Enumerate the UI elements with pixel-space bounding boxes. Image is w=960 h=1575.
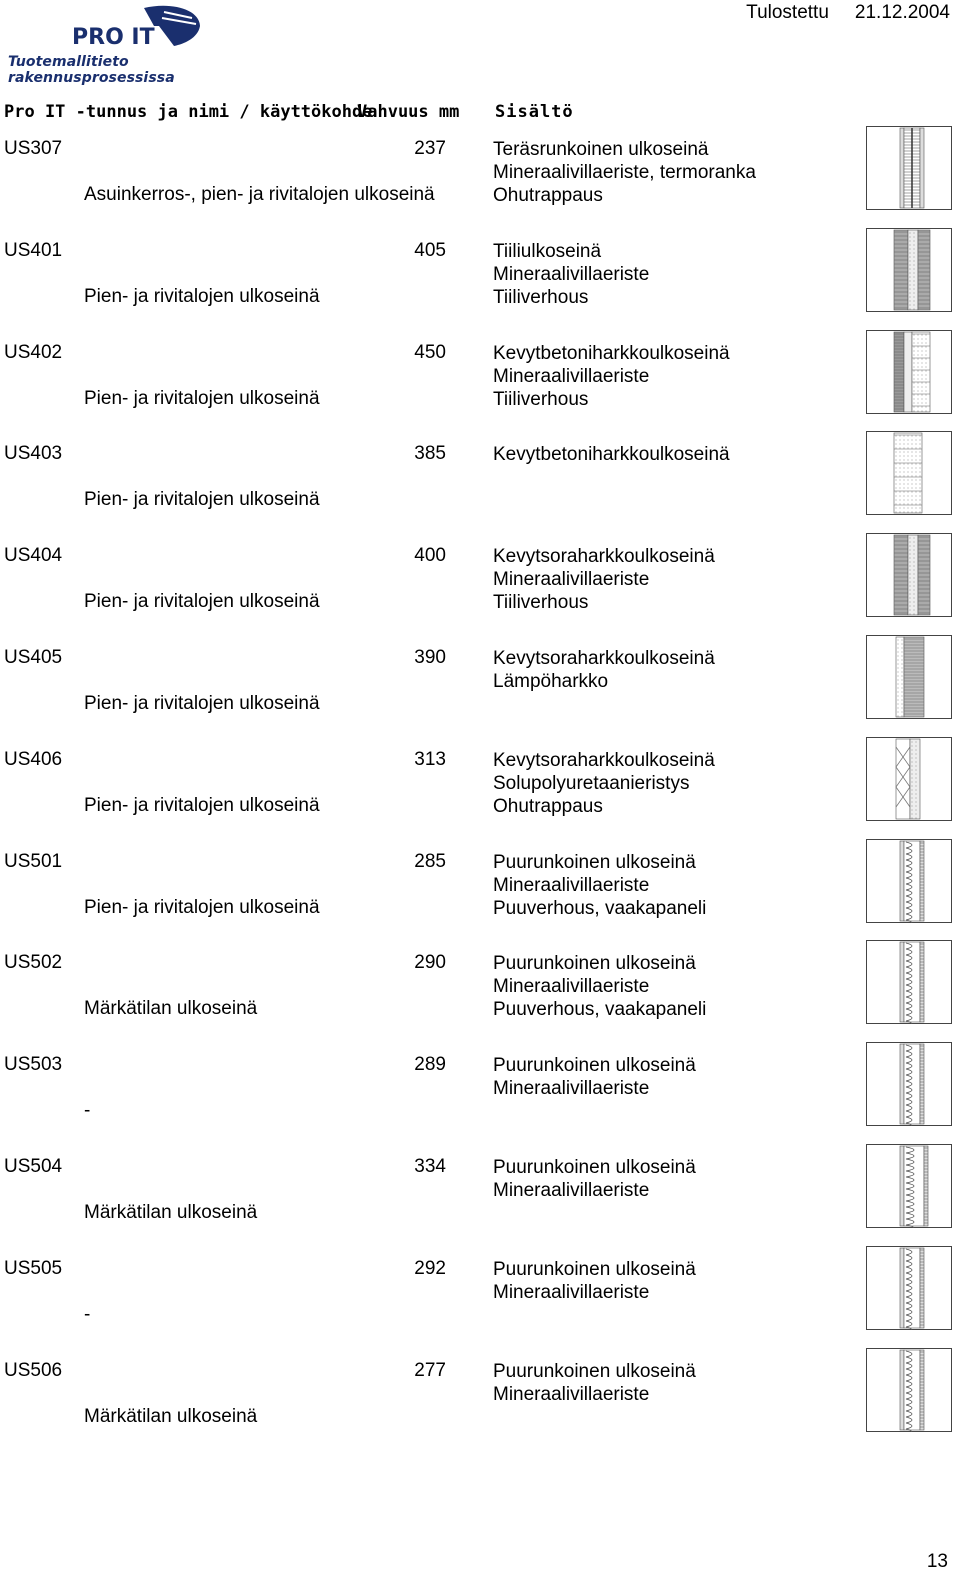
logo-mark-icon [4, 4, 284, 56]
wall-section-drawing [866, 635, 952, 719]
row-usage: Pien- ja rivitalojen ulkoseinä [84, 794, 320, 816]
row-usage: Pien- ja rivitalojen ulkoseinä [84, 693, 320, 714]
content-line: Tiiliulkoseinä [493, 240, 602, 262]
content-line: Puurunkoinen ulkoseinä [493, 1258, 696, 1280]
content-line: Kevytsoraharkkoulkoseinä [493, 749, 715, 771]
content-line: Mineraalivillaeriste [493, 976, 650, 998]
row-contents [493, 749, 715, 818]
content-line: Mineraalivillaeriste, termoranka [493, 162, 756, 183]
row-thickness: 390 [414, 647, 446, 668]
row-code: US403 [4, 443, 63, 465]
row-contents [493, 1360, 696, 1406]
row-thickness: 450 [414, 341, 446, 363]
table-row [0, 647, 960, 749]
content-line: Mineraalivillaeriste [493, 569, 650, 591]
row-contents [493, 1258, 696, 1304]
row-contents [493, 240, 649, 309]
row-usage: Märkätilan ulkoseinä [84, 1202, 258, 1223]
content-line: Puurunkoinen ulkoseinä [493, 953, 696, 975]
content-line: Puurunkoinen ulkoseinä [493, 1055, 696, 1077]
table-row [0, 1156, 960, 1258]
row-thickness: 277 [414, 1359, 446, 1381]
content-line: Teräsrunkoinen ulkoseinä [493, 139, 709, 160]
wall-section-drawing [866, 1144, 952, 1228]
content-line: Tiiliverhous [493, 286, 589, 308]
row-usage: Asuinkerros-, pien- ja rivitalojen ulkoseinä [84, 184, 435, 205]
row-contents [493, 851, 706, 920]
row-contents [493, 647, 715, 693]
row-thickness: 237 [414, 138, 446, 159]
table-row [0, 851, 960, 953]
row-usage: - [84, 1303, 91, 1325]
row-usage: Pien- ja rivitalojen ulkoseinä [84, 896, 320, 918]
table-row [0, 443, 960, 545]
row-thickness: 290 [414, 952, 446, 974]
content-line: Mineraalivillaeriste [493, 263, 650, 285]
content-line: Puuverhous, vaakapaneli [493, 999, 707, 1021]
row-code: US402 [4, 341, 63, 363]
content-line: Mineraalivillaeriste [493, 874, 650, 896]
wall-section-drawing [866, 940, 952, 1024]
content-line: Kevytbetoniharkkoulkoseinä [493, 342, 730, 364]
printed-info [720, 2, 950, 24]
table-row [0, 1258, 960, 1360]
content-line: Mineraalivillaeriste [493, 1383, 650, 1405]
column-header-id: Pro IT -tunnus ja nimi / käyttökohde [4, 102, 373, 122]
row-contents [493, 138, 756, 207]
content-line: Tiiliverhous [493, 388, 589, 410]
column-header-contents: Sisältö [495, 102, 574, 122]
logo [4, 4, 284, 86]
content-line: Mineraalivillaeriste [493, 1281, 650, 1303]
row-thickness: 292 [414, 1257, 446, 1279]
wall-section-drawing [866, 1042, 952, 1126]
row-contents [493, 952, 706, 1021]
content-line: Puurunkoinen ulkoseinä [493, 851, 696, 873]
wall-section-drawing [866, 1348, 952, 1432]
row-code: US406 [4, 748, 63, 770]
row-usage: Pien- ja rivitalojen ulkoseinä [84, 489, 320, 511]
row-code: US506 [4, 1359, 63, 1381]
page-number: 13 [926, 1551, 948, 1572]
content-line: Puuverhous, vaakapaneli [493, 897, 707, 919]
row-contents [493, 342, 730, 411]
row-code: US504 [4, 1156, 63, 1177]
row-code: US404 [4, 545, 63, 567]
content-line: Solupolyuretaanieristys [493, 772, 690, 794]
row-contents [493, 443, 730, 466]
wall-section-drawing [866, 839, 952, 923]
row-code: US501 [4, 850, 63, 872]
wall-section-drawing [866, 1246, 952, 1330]
row-thickness: 285 [414, 850, 446, 872]
column-header-thickness: Vahvuus mm [357, 102, 460, 122]
row-code: US401 [4, 239, 63, 261]
wall-section-drawing [866, 533, 952, 617]
table-row [0, 952, 960, 1054]
row-usage: Märkätilan ulkoseinä [84, 998, 258, 1020]
row-contents [493, 1054, 696, 1100]
logo-name: PRO IT [72, 25, 155, 50]
row-contents [493, 545, 715, 614]
printed-label: Tulostettu [746, 2, 829, 23]
table-row [0, 342, 960, 444]
content-line: Kevytbetoniharkkoulkoseinä [493, 444, 730, 466]
table-row [0, 138, 960, 240]
row-thickness: 385 [414, 443, 446, 465]
row-code: US503 [4, 1054, 63, 1076]
row-code: US307 [4, 138, 63, 159]
content-line: Ohutrappaus [493, 185, 603, 206]
content-line: Mineraalivillaeriste [493, 1180, 650, 1201]
content-line: Mineraalivillaeriste [493, 365, 650, 387]
content-line: Puurunkoinen ulkoseinä [493, 1157, 696, 1178]
wall-section-drawing [866, 126, 952, 210]
content-line: Tiiliverhous [493, 592, 589, 614]
table-row [0, 1360, 960, 1462]
table-row [0, 1054, 960, 1156]
content-line: Puurunkoinen ulkoseinä [493, 1360, 696, 1382]
row-code: US502 [4, 952, 63, 974]
row-contents [493, 1156, 696, 1202]
content-line: Ohutrappaus [493, 795, 603, 817]
row-usage: - [84, 1100, 91, 1122]
wall-section-drawing [866, 431, 952, 515]
wall-section-drawing [866, 330, 952, 414]
row-thickness: 405 [414, 239, 446, 261]
row-usage: Pien- ja rivitalojen ulkoseinä [84, 591, 320, 613]
table-row [0, 240, 960, 342]
wall-section-drawing [866, 228, 952, 312]
content-line: Lämpöharkko [493, 671, 609, 692]
content-line: Kevytsoraharkkoulkoseinä [493, 546, 715, 568]
logo-subtitle: Tuotemallitieto rakennusprosessissa [8, 54, 175, 86]
table-row [0, 749, 960, 851]
row-thickness: 313 [414, 748, 446, 770]
wall-section-drawing [866, 737, 952, 821]
row-thickness: 400 [414, 545, 446, 567]
row-code: US505 [4, 1257, 63, 1279]
table-row [0, 545, 960, 647]
content-line: Kevytsoraharkkoulkoseinä [493, 648, 715, 669]
row-thickness: 334 [414, 1156, 446, 1177]
row-usage: Märkätilan ulkoseinä [84, 1405, 258, 1427]
content-line: Mineraalivillaeriste [493, 1078, 650, 1100]
row-usage: Pien- ja rivitalojen ulkoseinä [84, 387, 320, 409]
row-usage: Pien- ja rivitalojen ulkoseinä [84, 285, 320, 307]
row-code: US405 [4, 647, 63, 668]
row-thickness: 289 [414, 1054, 446, 1076]
printed-date: 21.12.2004 [854, 2, 950, 23]
